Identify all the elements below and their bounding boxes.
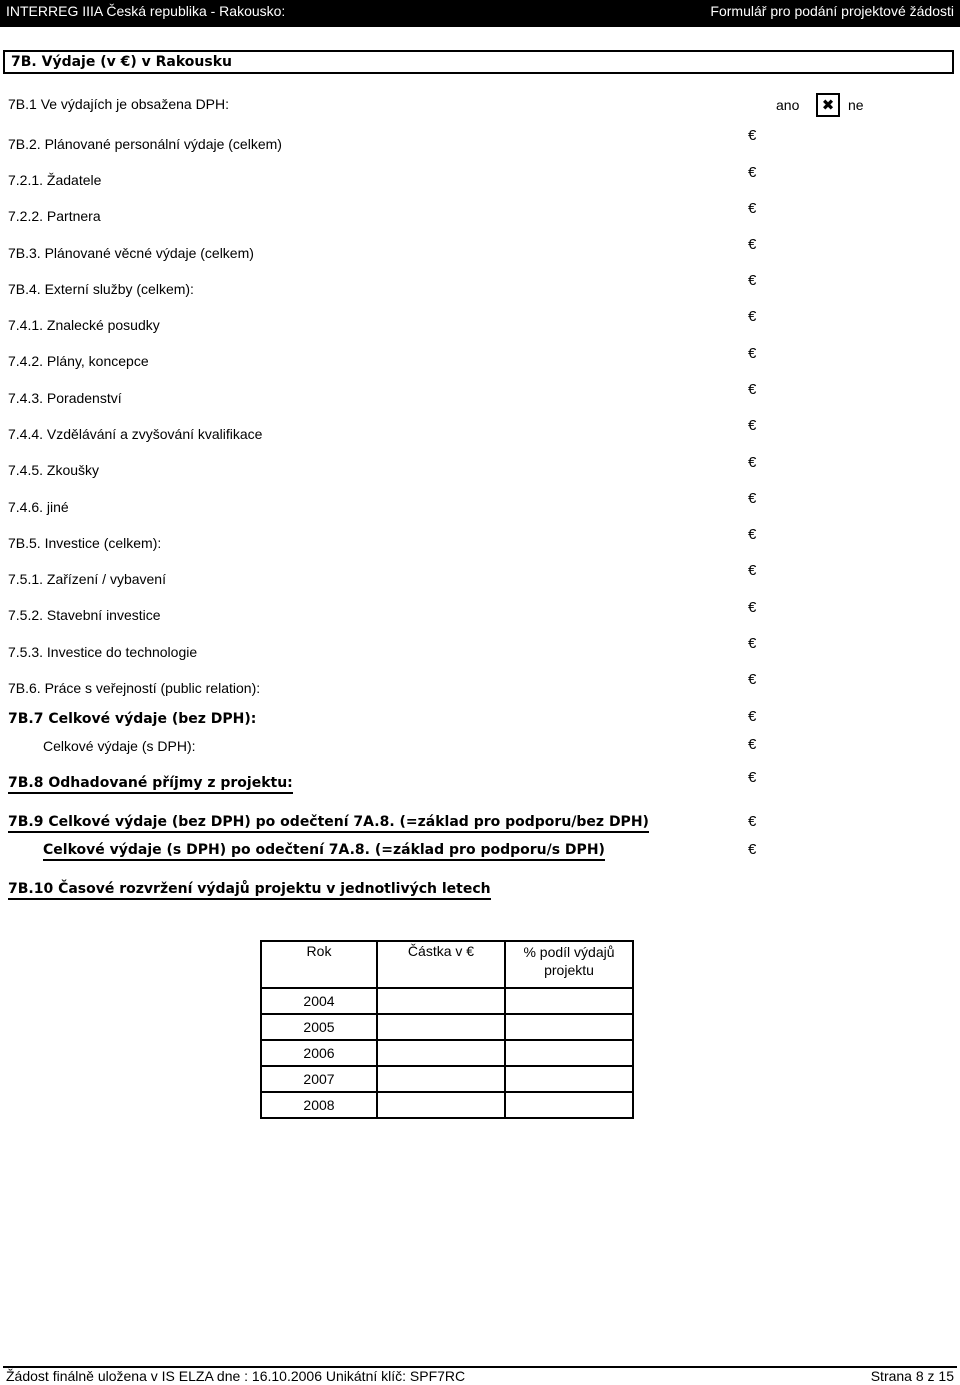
euro-currency-sign: € (748, 671, 757, 688)
euro-currency-sign: € (748, 381, 757, 398)
cell-share[interactable] (505, 1066, 633, 1092)
euro-currency-sign: € (748, 708, 757, 725)
euro-currency-sign: € (748, 164, 757, 181)
table-header-row (261, 941, 633, 988)
vat-checkbox[interactable] (816, 93, 840, 117)
table-row (261, 988, 633, 1014)
euro-currency-sign: € (748, 127, 757, 144)
expense-line-label: 7B.3. Plánované věcné výdaje (celkem) (8, 245, 254, 261)
euro-currency-sign: € (748, 308, 757, 325)
euro-currency-sign: € (748, 200, 757, 217)
cell-amount[interactable] (377, 1092, 505, 1118)
euro-currency-sign: € (748, 526, 757, 543)
cell-amount[interactable] (377, 1014, 505, 1040)
total-no-vat-label: 7B.7 Celkové výdaje (bez DPH): (8, 711, 257, 727)
euro-currency-sign: € (748, 562, 757, 579)
page-header (0, 0, 960, 27)
cell-amount[interactable] (377, 1040, 505, 1066)
euro-currency-sign: € (748, 454, 757, 471)
expense-line-label: 7.5.3. Investice do technologie (8, 644, 198, 660)
after-income-no-vat-label: 7B.9 Celkové výdaje (bez DPH) po odečtení 7A.8. (=základ pro podporu/bez DPH) (8, 814, 649, 833)
euro-currency-sign: € (748, 599, 757, 616)
euro-currency-sign: € (748, 417, 757, 434)
cell-amount[interactable] (377, 988, 505, 1014)
expense-line-label: 7.4.4. Vzdělávání a zvyšování kvalifikace (8, 426, 263, 442)
col-amount-header: Částka v € (377, 941, 505, 988)
section-title: 7B. Výdaje (v €) v Rakousku (11, 54, 232, 70)
euro-currency-sign: € (748, 345, 757, 362)
expense-line-label: 7B.2. Plánované personální výdaje (celkem) (8, 136, 282, 152)
cell-share[interactable] (505, 988, 633, 1014)
euro-currency-sign: € (748, 272, 757, 289)
expense-line-label: 7.4.1. Znalecké posudky (8, 317, 160, 333)
yearly-expense-table (260, 940, 634, 1119)
expense-line-label: 7.4.5. Zkoušky (8, 462, 100, 478)
euro-currency-sign: € (748, 736, 757, 753)
vat-yes-label: ano (776, 97, 800, 113)
cell-share[interactable] (505, 1014, 633, 1040)
header-form-title: Formulář pro podání projektové žádosti (710, 3, 954, 19)
expense-line-label: 7.2.2. Partnera (8, 208, 101, 224)
col-share-header: % podíl výdajů projektu (505, 941, 633, 988)
euro-currency-sign: € (748, 490, 757, 507)
cell-amount[interactable] (377, 1066, 505, 1092)
income-label: 7B.8 Odhadované příjmy z projektu: (8, 775, 293, 794)
vat-no-label: ne (848, 97, 864, 113)
after-income-vat-label: Celkové výdaje (s DPH) po odečtení 7A.8. (=základ pro podporu/s DPH) (43, 842, 605, 861)
expense-line-label: 7.4.6. jiné (8, 499, 69, 515)
table-row (261, 1092, 633, 1118)
expense-line-label: 7.2.1. Žadatele (8, 172, 102, 188)
cell-share[interactable] (505, 1040, 633, 1066)
cell-year: 2006 (261, 1040, 377, 1066)
section-title-box (3, 50, 954, 74)
header-program: INTERREG IIIA Česká republika - Rakousko: (6, 3, 286, 19)
vat-label: 7B.1 Ve výdajích je obsažena DPH: (8, 96, 230, 112)
expense-line-label: 7.4.3. Poradenství (8, 390, 122, 406)
expense-line-label: 7B.6. Práce s veřejností (public relation): (8, 680, 261, 696)
euro-currency-sign: € (748, 635, 757, 652)
table-row (261, 1066, 633, 1092)
timeline-label: 7B.10 Časové rozvržení výdajů projektu v jednotlivých letech (8, 881, 491, 900)
cell-year: 2007 (261, 1066, 377, 1092)
table-row (261, 1040, 633, 1066)
cell-year: 2005 (261, 1014, 377, 1040)
expense-line-label: 7.5.2. Stavební investice (8, 607, 161, 623)
expense-line-label: 7.5.1. Zařízení / vybavení (8, 571, 166, 587)
expense-line-label: 7B.5. Investice (celkem): (8, 535, 162, 551)
cell-year: 2004 (261, 988, 377, 1014)
euro-currency-sign: € (748, 769, 757, 786)
total-vat-label: Celkové výdaje (s DPH): (43, 738, 196, 754)
cell-share[interactable] (505, 1092, 633, 1118)
checkmark-icon: ✖ (821, 97, 835, 114)
cell-year: 2008 (261, 1092, 377, 1118)
expense-line-label: 7.4.2. Plány, koncepce (8, 353, 149, 369)
table-row (261, 1014, 633, 1040)
euro-currency-sign: € (748, 813, 757, 830)
expense-line-label: 7B.4. Externí služby (celkem): (8, 281, 194, 297)
euro-currency-sign: € (748, 841, 757, 858)
footer-save-info: Žádost finálně uložena v IS ELZA dne : 16.10.2006 Unikátní klíč: SPF7RC (6, 1368, 466, 1384)
col-year-header: Rok (261, 941, 377, 988)
euro-currency-sign: € (748, 236, 757, 253)
footer-page-number: Strana 8 z 15 (870, 1368, 954, 1384)
